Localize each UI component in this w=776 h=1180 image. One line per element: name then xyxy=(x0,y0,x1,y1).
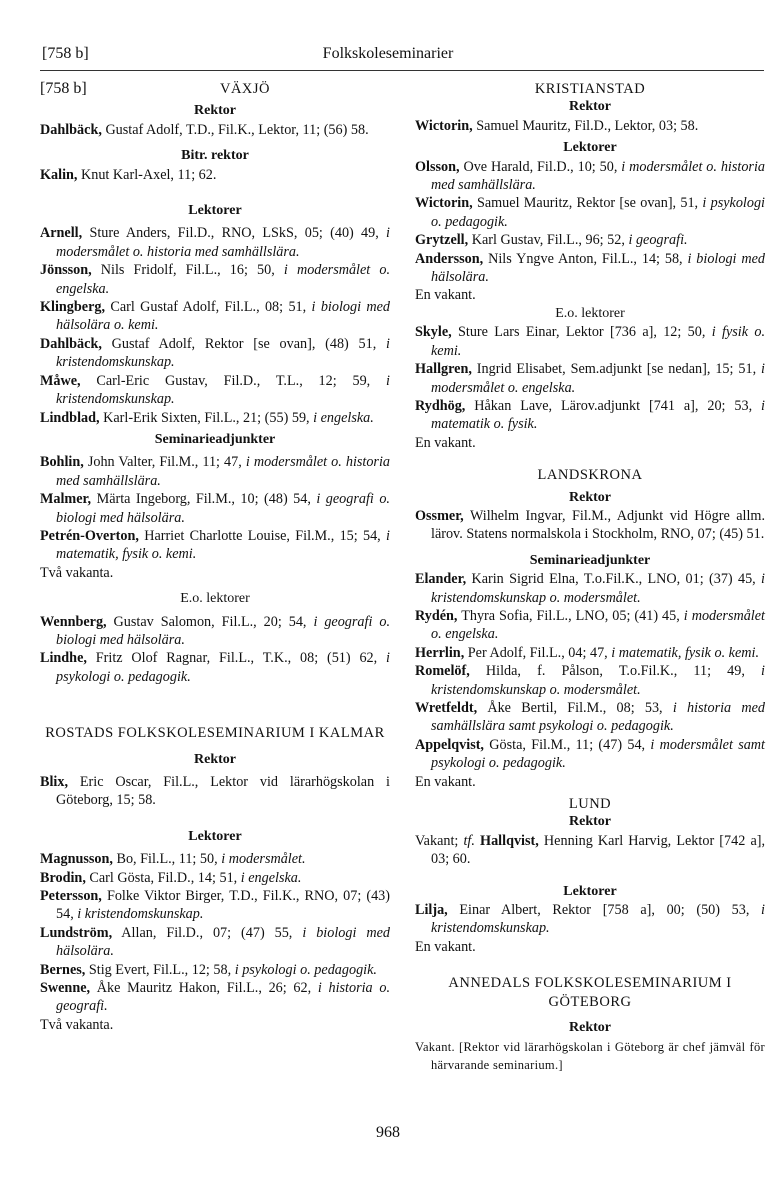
page-number: 968 xyxy=(376,1124,400,1141)
list-item: Magnusson, Bo, Fil.L., 11; 50, i modersmålet. xyxy=(40,851,306,868)
list-item: Malmer, Märta Ingeborg, Fil.M., 10; (48) 54, i geografi o. biologi med hälsolära. xyxy=(40,491,390,526)
list-item: Bernes, Stig Evert, Fil.L., 12; 58, i psykologi o. pedagogik. xyxy=(40,961,377,978)
list-item: Jönsson, Nils Fridolf, Fil.L., 16; 50, i modersmålet o. engelska. xyxy=(40,262,390,297)
list-item: Petrén-Overton, Harriet Charlotte Louise, Fil.M., 15; 54, i matematik, fysik o. kemi. xyxy=(40,527,390,563)
role-heading: Rektor xyxy=(569,489,611,505)
vacancy-note: Två vakanta. xyxy=(40,564,114,581)
list-item: Lundström, Allan, Fil.D., 07; (47) 55, i biologi med hälsolära. xyxy=(40,924,390,960)
list-item: Appelqvist, Gösta, Fil.M., 11; (47) 54, i modersmålet samt psykologi o. pedagogik. xyxy=(415,736,765,772)
list-item: Lindhe, Fritz Olof Ragnar, Fil.L., T.K., 08; (51) 62, i psykologi o. pedagogik. xyxy=(40,650,390,685)
right-column xyxy=(415,80,765,1074)
list-item: Rydhög, Håkan Lave, Lärov.adjunkt [741 a], 20; 53, i matematik o. fysik. xyxy=(415,397,765,433)
role-heading: Seminarieadjunkter xyxy=(529,552,651,568)
role-heading: Lektorer xyxy=(563,883,617,899)
section-vaxjo xyxy=(40,80,390,98)
role-heading: Bitr. rektor xyxy=(181,148,249,164)
header-rule xyxy=(40,70,764,71)
list-item: Lilja, Einar Albert, Rektor [758 a], 00; (50) 53, i kristendomskunskap. xyxy=(415,902,765,937)
vacancy-note: Två vakanta. xyxy=(40,1016,114,1033)
list-item: Brodin, Carl Gösta, Fil.D., 14; 51, i engelska. xyxy=(40,869,302,886)
list-item: Rydén, Thyra Sofia, Fil.L., LNO, 05; (41) 45, i modersmålet o. engelska. xyxy=(415,607,765,643)
list-item: Grytzell, Karl Gustav, Fil.L., 96; 52, i geografi. xyxy=(415,232,688,249)
role-heading: Rektor xyxy=(569,99,611,115)
list-item: Wictorin, Samuel Mauritz, Rektor [se ovan], 51, i psykologi o. pedagogik. xyxy=(415,195,765,230)
role-heading: Lektorer xyxy=(188,828,242,844)
list-item: Elander, Karin Sigrid Elna, T.o.Fil.K., LNO, 01; (37) 45, i kristendomskunskap o. modersmålet. xyxy=(415,571,765,606)
section-landskrona: LANDSKRONA xyxy=(537,467,643,484)
section-kalmar: ROSTADS FOLKSKOLESEMINARIUM I KALMAR xyxy=(45,725,385,742)
role-heading: E.o. lektorer xyxy=(555,305,625,321)
list-item: Wictorin, Samuel Mauritz, Fil.D., Lektor, 03; 58. xyxy=(415,117,699,134)
running-header-title: Folkskoleseminarier xyxy=(322,45,454,62)
list-item: Swenne, Åke Mauritz Hakon, Fil.L., 26; 62, i historia o. geografi. xyxy=(40,980,390,1015)
list-item: Romelöf, Hilda, f. Pålson, T.o.Fil.K., 11; 49, i kristendomskunskap o. modersmålet. xyxy=(415,663,765,698)
list-item: Vakant; tf. Hallqvist, Henning Karl Harvig, Lektor [742 a], 03; 60. xyxy=(415,832,766,868)
running-header-left: [758 b] xyxy=(42,45,89,62)
note-text: Vakant. [Rektor vid lärarhögskolan i Göteborg är chef jämväl för härvarande seminarium.] xyxy=(415,1039,765,1072)
role-heading: Rektor xyxy=(194,103,236,119)
vacancy-note: En vakant. xyxy=(415,434,476,451)
list-item: Kalin, Knut Karl-Axel, 11; 62. xyxy=(40,166,217,183)
left-column xyxy=(40,80,390,1034)
role-heading: Lektorer xyxy=(188,203,242,219)
role-heading: Lektorer xyxy=(563,140,617,156)
list-item: Herrlin, Per Adolf, Fil.L., 04; 47, i matematik, fysik o. kemi. xyxy=(415,644,760,661)
role-heading: Rektor xyxy=(194,751,236,767)
section-kristianstad: KRISTIANSTAD xyxy=(534,81,646,97)
list-item: Olsson, Ove Harald, Fil.D., 10; 50, i modersmålet o. historia med samhällslära. xyxy=(415,158,765,194)
section-annedal: ANNEDALS FOLKSKOLESEMINARIUM I GÖTEBORG xyxy=(448,975,732,1010)
list-item: Skyle, Sture Lars Einar, Lektor [736 a], 12; 50, i fysik o. kemi. xyxy=(415,324,765,359)
list-item: Dahlbäck, Gustaf Adolf, Rektor [se ovan], (48) 51, i kristendomskunskap. xyxy=(40,335,390,371)
vacancy-note: En vakant. xyxy=(415,938,476,955)
role-heading: Rektor xyxy=(569,814,611,830)
vacancy-note: En vakant. xyxy=(415,773,476,790)
place-heading: VÄXJÖ xyxy=(219,81,271,97)
section-page-label: [758 b] xyxy=(40,80,87,97)
list-item: Wretfeldt, Åke Bertil, Fil.M., 08; 53, i historia med samhällslära samt psykologi o. pedagogik. xyxy=(415,700,765,735)
list-item: Blix, Eric Oscar, Fil.L., Lektor vid lärarhögskolan i Göteborg, 15; 58. xyxy=(40,774,390,809)
section-lund: LUND xyxy=(568,796,612,813)
list-item: Bohlin, John Valter, Fil.M., 11; 47, i modersmålet o. historia med samhällslära. xyxy=(40,454,390,489)
role-heading: Seminarieadjunkter xyxy=(154,431,276,447)
list-item: Måwe, Carl-Eric Gustav, Fil.D., T.L., 12; 59, i kristendomskunskap. xyxy=(40,372,390,408)
list-item: Lindblad, Karl-Erik Sixten, Fil.L., 21; (55) 59, i engelska. xyxy=(40,409,374,426)
list-item: Andersson, Nils Yngve Anton, Fil.L., 14; 58, i biologi med hälsolära. xyxy=(415,250,766,286)
list-item: Petersson, Folke Viktor Birger, T.D., Fil.K., RNO, 07; (43) 54, i kristendomskunskap. xyxy=(40,888,390,923)
list-item: Klingberg, Carl Gustaf Adolf, Fil.L., 08; 51, i biologi med hälsolära o. kemi. xyxy=(40,299,391,334)
list-item: Hallgren, Ingrid Elisabet, Sem.adjunkt [se nedan], 15; 51, i modersmålet o. engelska. xyxy=(415,361,765,396)
vacancy-note: En vakant. xyxy=(415,287,476,304)
role-heading: Rektor xyxy=(569,1020,611,1036)
list-item: Arnell, Sture Anders, Fil.D., RNO, LSkS, 05; (40) 49, i modersmålet o. historia med samhällslära. xyxy=(40,225,390,260)
role-heading: E.o. lektorer xyxy=(180,591,250,607)
list-item: Ossmer, Wilhelm Ingvar, Fil.M., Adjunkt vid Högre allm. lärov. Statens normalskola i Stockholm, RNO, 07; (45) 51. xyxy=(415,507,765,543)
list-item: Wennberg, Gustav Salomon, Fil.L., 20; 54, i geografi o. biologi med hälsolära. xyxy=(40,613,390,648)
list-item: Dahlbäck, Gustaf Adolf, T.D., Fil.K., Lektor, 11; (56) 58. xyxy=(40,121,369,138)
